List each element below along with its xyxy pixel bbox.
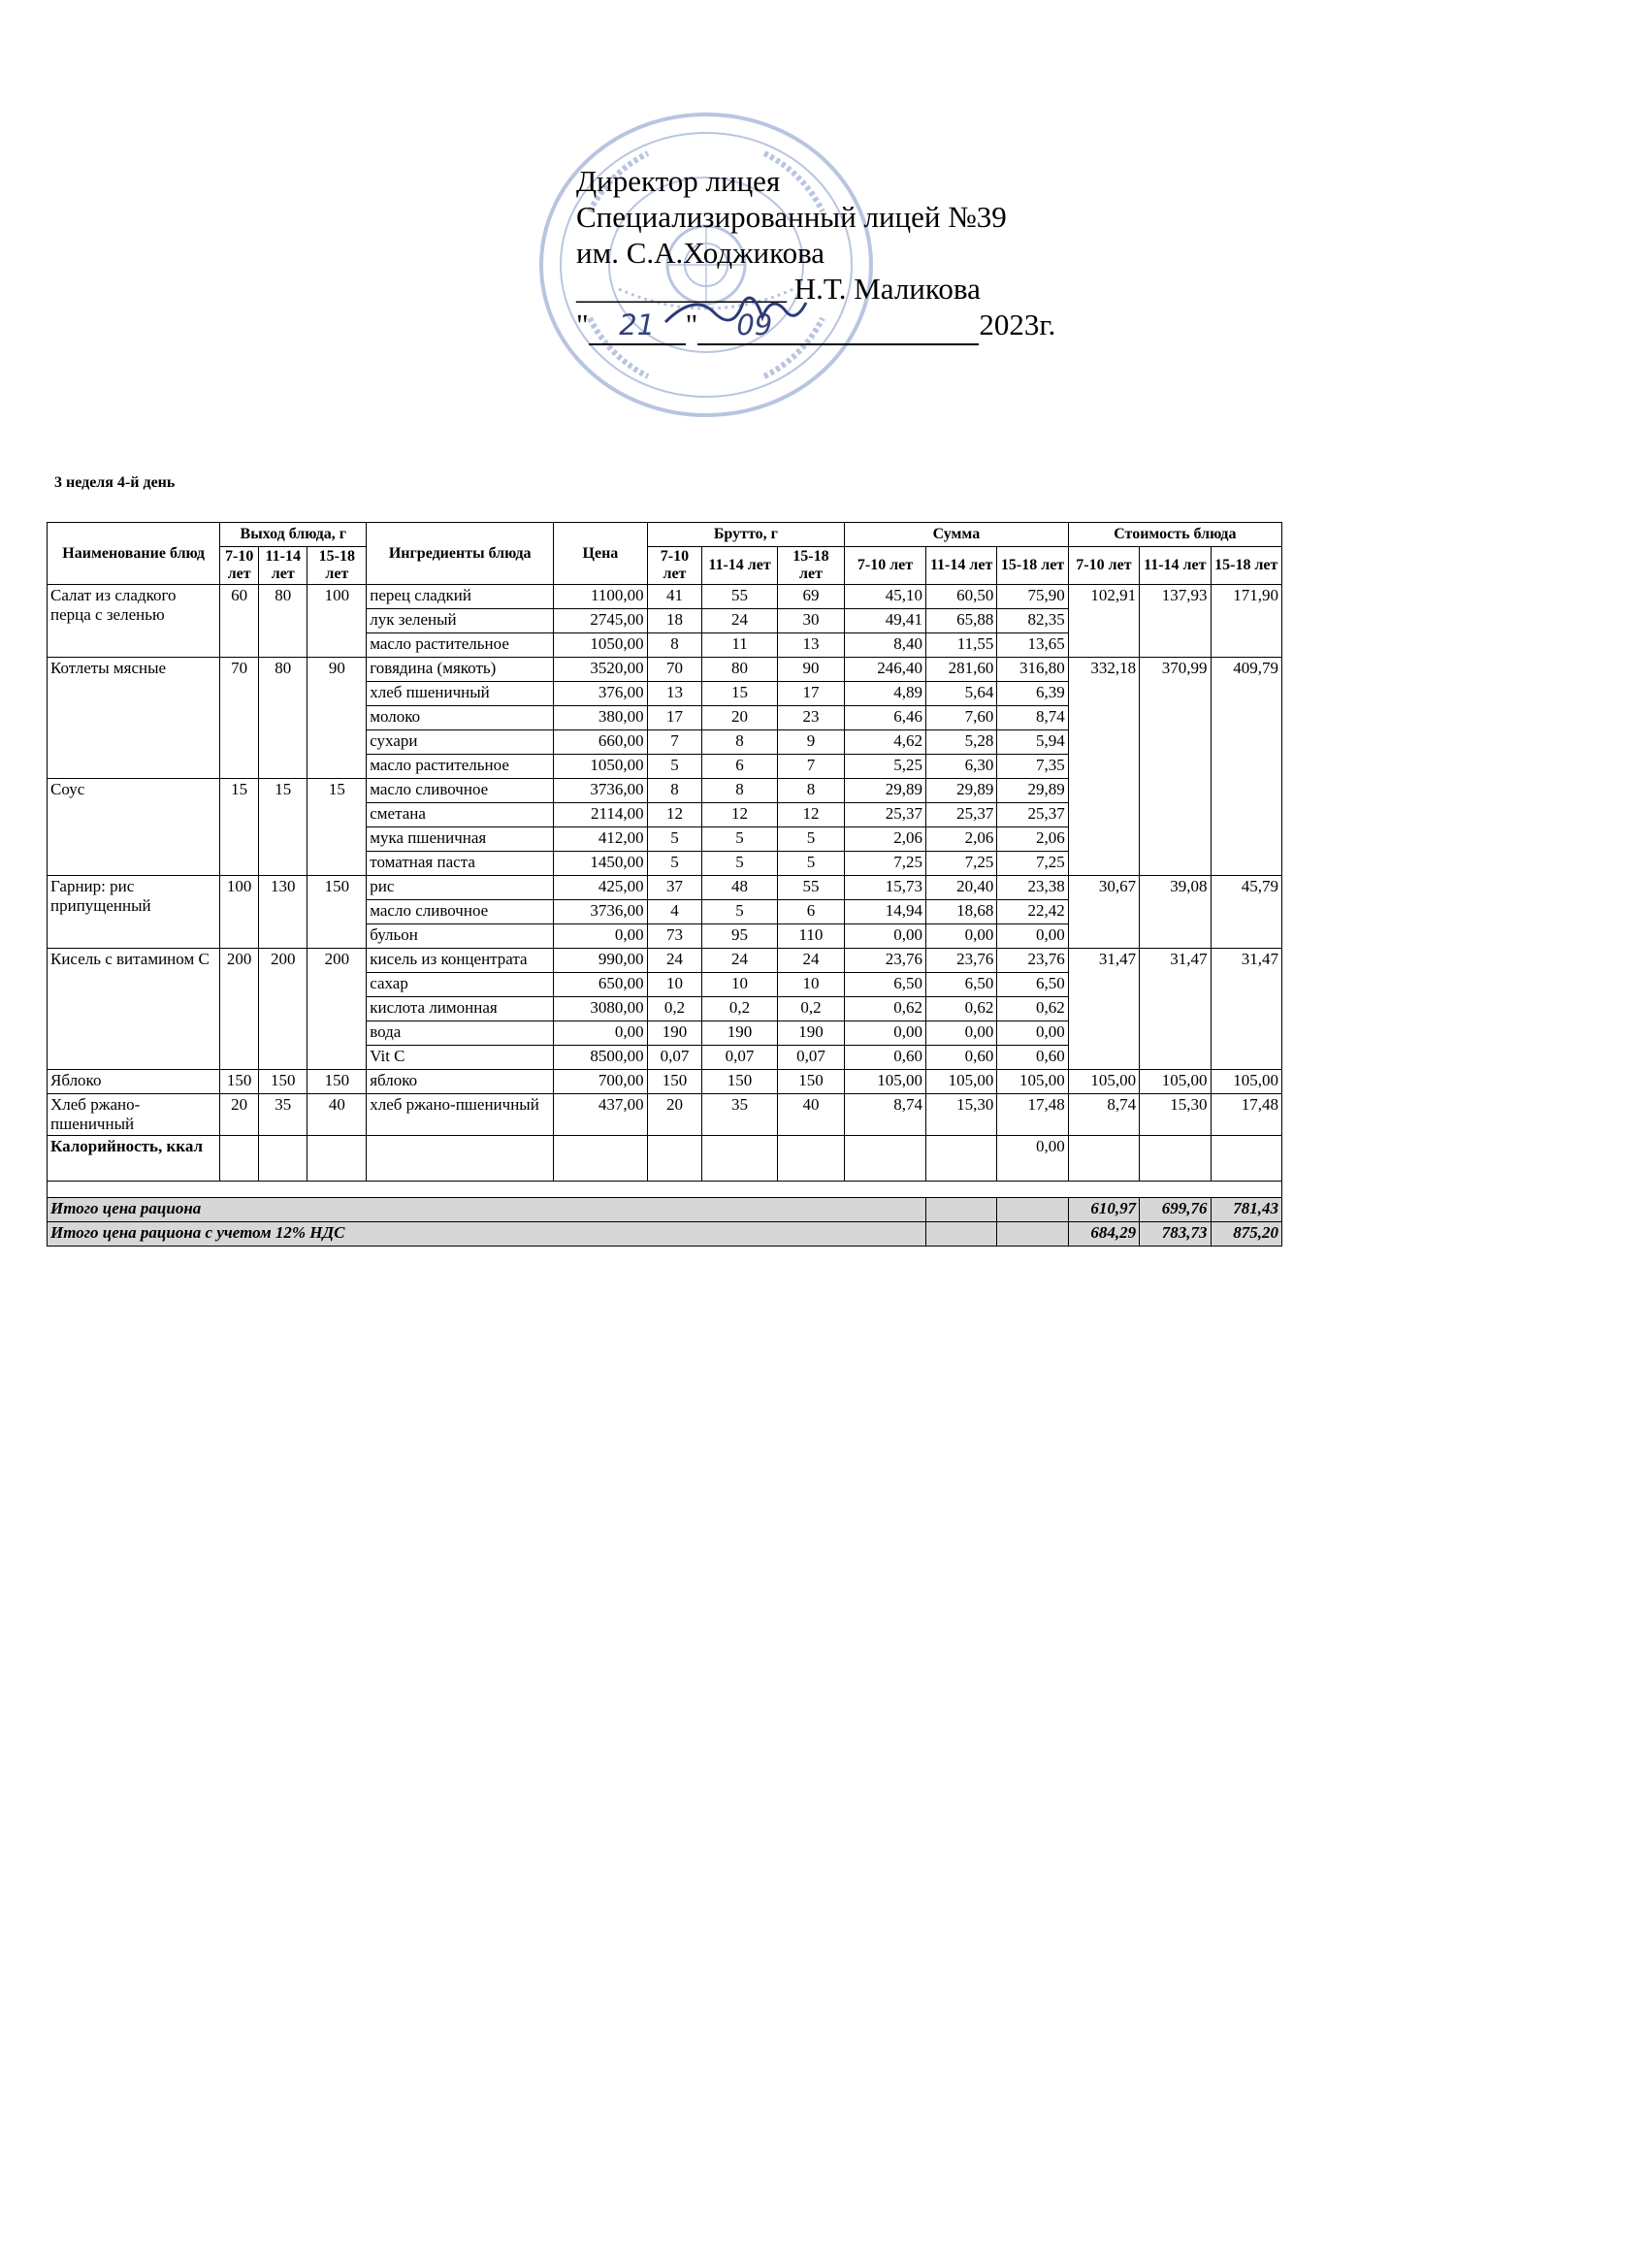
dish-cost: 30,67 (1068, 876, 1139, 949)
dish-yield: 70 (220, 658, 259, 779)
ingredient-sum: 4,62 (845, 730, 926, 755)
ingredient-brutto: 12 (777, 803, 844, 827)
ingredient-sum: 0,00 (997, 1021, 1068, 1046)
ingredient-brutto: 8 (702, 779, 778, 803)
school-named-after: им. С.А.Ходжикова (576, 236, 825, 270)
ingredient-sum: 20,40 (925, 876, 996, 900)
ingredient-sum: 6,50 (925, 973, 996, 997)
table-row (48, 949, 1282, 973)
ingredient-brutto: 190 (647, 1021, 702, 1046)
ingredient-price: 990,00 (554, 949, 647, 973)
ingredient-brutto: 10 (702, 973, 778, 997)
dish-cost: 15,30 (1140, 1094, 1211, 1136)
dish-cost: 105,00 (1140, 1070, 1211, 1094)
ingredient-brutto: 41 (647, 585, 702, 609)
ingredient-price: 376,00 (554, 682, 647, 706)
ingredient-sum: 11,55 (925, 633, 996, 658)
ingredient-brutto: 15 (702, 682, 778, 706)
ingredient-sum: 7,60 (925, 706, 996, 730)
ingredient-name: перец сладкий (367, 585, 554, 609)
empty-cell (1211, 1136, 1282, 1182)
ingredient-sum: 7,25 (925, 852, 996, 876)
ingredient-sum: 29,89 (925, 779, 996, 803)
ingredient-sum: 23,76 (925, 949, 996, 973)
ingredient-brutto: 20 (702, 706, 778, 730)
ingredient-brutto: 8 (647, 779, 702, 803)
ingredient-sum: 316,80 (997, 658, 1068, 682)
ingredient-sum: 5,25 (845, 755, 926, 779)
dish-cost: 137,93 (1140, 585, 1211, 658)
total-row (48, 1222, 1282, 1247)
dish-name: Салат из сладкого перца с зеленью (48, 585, 220, 658)
ingredient-price: 1050,00 (554, 633, 647, 658)
dish-cost: 31,47 (1211, 949, 1282, 1070)
dish-yield: 200 (220, 949, 259, 1070)
empty-cell (307, 1136, 367, 1182)
ingredient-price: 650,00 (554, 973, 647, 997)
ingredient-sum: 7,35 (997, 755, 1068, 779)
ingredient-brutto: 150 (647, 1070, 702, 1094)
header-yield: Выход блюда, г (220, 523, 367, 547)
ingredient-sum: 0,00 (925, 924, 996, 949)
ingredient-sum: 23,76 (845, 949, 926, 973)
ingredient-sum: 15,73 (845, 876, 926, 900)
ingredient-brutto: 12 (647, 803, 702, 827)
ingredient-brutto: 5 (647, 827, 702, 852)
ingredient-sum: 25,37 (845, 803, 926, 827)
ingredient-brutto: 40 (777, 1094, 844, 1136)
empty-cell (1068, 1136, 1139, 1182)
header-cost-age-7-10: 7-10 лет (1068, 547, 1139, 585)
ingredient-brutto: 6 (702, 755, 778, 779)
dish-cost: 31,47 (1068, 949, 1139, 1070)
ingredient-price: 425,00 (554, 876, 647, 900)
empty-cell (925, 1198, 996, 1222)
empty-cell (367, 1136, 554, 1182)
ingredient-brutto: 10 (647, 973, 702, 997)
ingredient-brutto: 8 (702, 730, 778, 755)
header-sum-age-7-10: 7-10 лет (845, 547, 926, 585)
total-value: 684,29 (1068, 1222, 1139, 1247)
dish-cost: 105,00 (1068, 1070, 1139, 1094)
ingredient-price: 437,00 (554, 1094, 647, 1136)
total-value: 875,20 (1211, 1222, 1282, 1247)
ingredient-name: сметана (367, 803, 554, 827)
ingredient-sum: 2,06 (845, 827, 926, 852)
ingredient-sum: 6,50 (997, 973, 1068, 997)
ingredient-name: масло растительное (367, 755, 554, 779)
header-sum: Сумма (845, 523, 1069, 547)
header-yield-age-7-10: 7-10 лет (220, 547, 259, 585)
date-year: 2023г. (979, 308, 1056, 341)
dish-yield: 15 (259, 779, 307, 876)
dish-yield: 150 (307, 1070, 367, 1094)
ingredient-sum: 6,46 (845, 706, 926, 730)
dish-yield: 20 (220, 1094, 259, 1136)
dish-yield: 100 (307, 585, 367, 658)
ingredient-brutto: 5 (702, 852, 778, 876)
ingredient-sum: 7,25 (845, 852, 926, 876)
ingredient-brutto: 190 (777, 1021, 844, 1046)
table-row (48, 658, 1282, 682)
empty-cell (1140, 1136, 1211, 1182)
ingredient-price: 3080,00 (554, 997, 647, 1021)
ingredient-brutto: 17 (777, 682, 844, 706)
header-cost-age-15-18: 15-18 лет (1211, 547, 1282, 585)
empty-cell (220, 1136, 259, 1182)
empty-cell (554, 1136, 647, 1182)
ingredient-brutto: 5 (647, 852, 702, 876)
ingredient-price: 2745,00 (554, 609, 647, 633)
table-body (48, 585, 1282, 1247)
ingredient-brutto: 5 (777, 827, 844, 852)
ingredient-brutto: 18 (647, 609, 702, 633)
ingredient-name: томатная паста (367, 852, 554, 876)
ingredient-brutto: 7 (647, 730, 702, 755)
ingredient-sum: 0,62 (845, 997, 926, 1021)
ingredient-brutto: 48 (702, 876, 778, 900)
ingredient-sum: 49,41 (845, 609, 926, 633)
ingredient-price: 2114,00 (554, 803, 647, 827)
dish-cost: 171,90 (1211, 585, 1282, 658)
signature-line (576, 271, 1055, 307)
ingredient-brutto: 24 (702, 609, 778, 633)
ingredient-sum: 25,37 (997, 803, 1068, 827)
date-quote-close: " (685, 308, 698, 341)
ingredient-brutto: 0,2 (702, 997, 778, 1021)
dish-cost: 105,00 (1211, 1070, 1282, 1094)
dish-yield: 200 (307, 949, 367, 1070)
menu-cost-table (47, 522, 1282, 1247)
ingredient-brutto: 20 (647, 1094, 702, 1136)
ingredient-brutto: 190 (702, 1021, 778, 1046)
ingredient-sum: 281,60 (925, 658, 996, 682)
dish-cost: 409,79 (1211, 658, 1282, 876)
ingredient-price: 660,00 (554, 730, 647, 755)
school-name: Специализированный лицей №39 (576, 200, 1007, 234)
ingredient-sum: 17,48 (997, 1094, 1068, 1136)
date-month: 09 (697, 308, 979, 345)
ingredient-sum: 23,76 (997, 949, 1068, 973)
calories-value: 0,00 (997, 1136, 1068, 1182)
ingredient-brutto: 24 (702, 949, 778, 973)
ingredient-sum: 0,00 (845, 924, 926, 949)
ingredient-brutto: 0,07 (647, 1046, 702, 1070)
ingredient-sum: 25,37 (925, 803, 996, 827)
ingredient-sum: 5,94 (997, 730, 1068, 755)
calories-label: Калорийность, ккал (48, 1136, 220, 1182)
ingredient-brutto: 6 (777, 900, 844, 924)
ingredient-brutto: 8 (647, 633, 702, 658)
ingredient-brutto: 30 (777, 609, 844, 633)
ingredient-price: 0,00 (554, 924, 647, 949)
ingredient-sum: 7,25 (997, 852, 1068, 876)
ingredient-brutto: 80 (702, 658, 778, 682)
header-sum-age-11-14: 11-14 лет (925, 547, 996, 585)
ingredient-price: 8500,00 (554, 1046, 647, 1070)
approval-date (576, 307, 1055, 345)
dish-yield: 130 (259, 876, 307, 949)
ingredient-price: 1450,00 (554, 852, 647, 876)
ingredient-name: молоко (367, 706, 554, 730)
ingredient-sum: 23,38 (997, 876, 1068, 900)
ingredient-brutto: 70 (647, 658, 702, 682)
ingredient-brutto: 9 (777, 730, 844, 755)
ingredient-name: хлеб пшеничный (367, 682, 554, 706)
ingredient-brutto: 10 (777, 973, 844, 997)
dish-yield: 80 (259, 658, 307, 779)
dish-yield: 150 (220, 1070, 259, 1094)
ingredient-sum: 0,00 (845, 1021, 926, 1046)
ingredient-brutto: 0,2 (777, 997, 844, 1021)
menu-day-title: 3 неделя 4-й день (54, 474, 176, 491)
ingredient-sum: 8,74 (997, 706, 1068, 730)
ingredient-sum: 6,50 (845, 973, 926, 997)
ingredient-sum: 82,35 (997, 609, 1068, 633)
ingredient-sum: 0,00 (997, 924, 1068, 949)
ingredient-sum: 15,30 (925, 1094, 996, 1136)
ingredient-sum: 5,64 (925, 682, 996, 706)
ingredient-price: 380,00 (554, 706, 647, 730)
spacer-row (48, 1182, 1282, 1198)
ingredient-sum: 105,00 (845, 1070, 926, 1094)
ingredient-sum: 65,88 (925, 609, 996, 633)
header-yield-age-15-18: 15-18 лет (307, 547, 367, 585)
ingredient-price: 700,00 (554, 1070, 647, 1094)
ingredient-name: масло растительное (367, 633, 554, 658)
ingredient-price: 412,00 (554, 827, 647, 852)
ingredient-brutto: 0,2 (647, 997, 702, 1021)
ingredient-sum: 29,89 (997, 779, 1068, 803)
table-row (48, 585, 1282, 609)
ingredient-brutto: 95 (702, 924, 778, 949)
table-header (48, 523, 1282, 585)
ingredient-name: вода (367, 1021, 554, 1046)
ingredient-sum: 75,90 (997, 585, 1068, 609)
ingredient-brutto: 5 (777, 852, 844, 876)
dish-cost: 102,91 (1068, 585, 1139, 658)
ingredient-sum: 14,94 (845, 900, 926, 924)
ingredient-name: масло сливочное (367, 779, 554, 803)
dish-yield: 100 (220, 876, 259, 949)
ingredient-brutto: 55 (702, 585, 778, 609)
dish-cost: 45,79 (1211, 876, 1282, 949)
ingredient-sum: 8,74 (845, 1094, 926, 1136)
header-price: Цена (554, 523, 647, 585)
ingredient-sum: 105,00 (925, 1070, 996, 1094)
ingredient-brutto: 0,07 (777, 1046, 844, 1070)
ingredient-brutto: 55 (777, 876, 844, 900)
total-value: 699,76 (1140, 1198, 1211, 1222)
ingredient-name: масло сливочное (367, 900, 554, 924)
ingredient-sum: 0,62 (925, 997, 996, 1021)
table-row (48, 876, 1282, 900)
total-value: 781,43 (1211, 1198, 1282, 1222)
total-value: 783,73 (1140, 1222, 1211, 1247)
ingredient-sum: 18,68 (925, 900, 996, 924)
dish-yield: 150 (307, 876, 367, 949)
ingredient-sum: 45,10 (845, 585, 926, 609)
ingredient-name: сахар (367, 973, 554, 997)
ingredient-brutto: 150 (777, 1070, 844, 1094)
table-row (48, 1070, 1282, 1094)
empty-cell (259, 1136, 307, 1182)
ingredient-sum: 0,00 (925, 1021, 996, 1046)
empty-cell (925, 1136, 996, 1182)
ingredient-sum: 0,62 (997, 997, 1068, 1021)
ingredient-name: кислота лимонная (367, 997, 554, 1021)
ingredient-sum: 5,28 (925, 730, 996, 755)
dish-yield: 200 (259, 949, 307, 1070)
ingredient-brutto: 110 (777, 924, 844, 949)
date-day: 21 (589, 308, 686, 345)
ingredient-brutto: 150 (702, 1070, 778, 1094)
ingredient-name: кисель из концентрата (367, 949, 554, 973)
ingredient-brutto: 12 (702, 803, 778, 827)
dish-name: Хлеб ржано-пшеничный (48, 1094, 220, 1136)
dish-name: Яблоко (48, 1070, 220, 1094)
header-brutto: Брутто, г (647, 523, 844, 547)
ingredient-name: говядина (мякоть) (367, 658, 554, 682)
ingredient-brutto: 23 (777, 706, 844, 730)
ingredient-brutto: 13 (777, 633, 844, 658)
ingredient-brutto: 35 (702, 1094, 778, 1136)
signature-blank: ______________ (576, 272, 787, 306)
total-label: Итого цена рациона с учетом 12% НДС (48, 1222, 926, 1247)
ingredient-sum: 8,40 (845, 633, 926, 658)
header-ingredients: Ингредиенты блюда (367, 523, 554, 585)
ingredient-brutto: 5 (702, 900, 778, 924)
ingredient-sum: 2,06 (925, 827, 996, 852)
ingredient-price: 3736,00 (554, 900, 647, 924)
ingredient-sum: 6,30 (925, 755, 996, 779)
ingredient-brutto: 90 (777, 658, 844, 682)
empty-cell (845, 1136, 926, 1182)
ingredient-price: 1100,00 (554, 585, 647, 609)
total-row (48, 1198, 1282, 1222)
dish-cost: 39,08 (1140, 876, 1211, 949)
header-brutto-age-7-10: 7-10 лет (647, 547, 702, 585)
ingredient-brutto: 37 (647, 876, 702, 900)
ingredient-brutto: 8 (777, 779, 844, 803)
calories-row (48, 1136, 1282, 1182)
dish-name: Соус (48, 779, 220, 876)
dish-yield: 90 (307, 658, 367, 779)
dish-yield: 40 (307, 1094, 367, 1136)
dish-yield: 15 (307, 779, 367, 876)
dish-name: Кисель с витамином С (48, 949, 220, 1070)
header-sum-age-15-18: 15-18 лет (997, 547, 1068, 585)
ingredient-brutto: 24 (647, 949, 702, 973)
empty-cell (647, 1136, 702, 1182)
empty-cell (777, 1136, 844, 1182)
dish-yield: 80 (259, 585, 307, 658)
empty-cell (997, 1198, 1068, 1222)
empty-cell (997, 1222, 1068, 1247)
ingredient-brutto: 13 (647, 682, 702, 706)
ingredient-sum: 13,65 (997, 633, 1068, 658)
empty-cell (48, 1182, 1282, 1198)
table-row (48, 1094, 1282, 1136)
ingredient-sum: 0,60 (845, 1046, 926, 1070)
header-yield-age-11-14: 11-14 лет (259, 547, 307, 585)
dish-cost: 370,99 (1140, 658, 1211, 876)
ingredient-name: бульон (367, 924, 554, 949)
dish-yield: 15 (220, 779, 259, 876)
header-brutto-age-15-18: 15-18 лет (777, 547, 844, 585)
ingredient-name: яблоко (367, 1070, 554, 1094)
ingredient-price: 1050,00 (554, 755, 647, 779)
ingredient-sum: 6,39 (997, 682, 1068, 706)
ingredient-name: мука пшеничная (367, 827, 554, 852)
ingredient-brutto: 69 (777, 585, 844, 609)
empty-cell (702, 1136, 778, 1182)
ingredient-sum: 2,06 (997, 827, 1068, 852)
ingredient-name: хлеб ржано-пшеничный (367, 1094, 554, 1136)
ingredient-brutto: 4 (647, 900, 702, 924)
dish-cost: 17,48 (1211, 1094, 1282, 1136)
header-cost: Стоимость блюда (1068, 523, 1281, 547)
ingredient-sum: 105,00 (997, 1070, 1068, 1094)
header-brutto-age-11-14: 11-14 лет (702, 547, 778, 585)
dish-cost: 31,47 (1140, 949, 1211, 1070)
ingredient-sum: 29,89 (845, 779, 926, 803)
ingredient-brutto: 17 (647, 706, 702, 730)
dish-yield: 150 (259, 1070, 307, 1094)
ingredient-brutto: 5 (647, 755, 702, 779)
ingredient-brutto: 5 (702, 827, 778, 852)
handwritten-signature (656, 283, 811, 332)
ingredient-sum: 22,42 (997, 900, 1068, 924)
ingredient-sum: 0,60 (997, 1046, 1068, 1070)
ingredient-sum: 60,50 (925, 585, 996, 609)
ingredient-name: рис (367, 876, 554, 900)
ingredient-price: 0,00 (554, 1021, 647, 1046)
total-value: 610,97 (1068, 1198, 1139, 1222)
ingredient-brutto: 11 (702, 633, 778, 658)
ingredient-name: лук зеленый (367, 609, 554, 633)
empty-cell (925, 1222, 996, 1247)
approval-title: Директор лицея (576, 164, 781, 198)
total-label: Итого цена рациона (48, 1198, 926, 1222)
ingredient-brutto: 73 (647, 924, 702, 949)
ingredient-sum: 0,60 (925, 1046, 996, 1070)
ingredient-sum: 246,40 (845, 658, 926, 682)
ingredient-sum: 4,89 (845, 682, 926, 706)
header-cost-age-11-14: 11-14 лет (1140, 547, 1211, 585)
ingredient-brutto: 24 (777, 949, 844, 973)
director-name: Н.Т. Маликова (793, 272, 981, 306)
approval-block (576, 163, 1055, 345)
ingredient-name: сухари (367, 730, 554, 755)
ingredient-brutto: 0,07 (702, 1046, 778, 1070)
ingredient-price: 3736,00 (554, 779, 647, 803)
dish-yield: 35 (259, 1094, 307, 1136)
date-quote-open: " (576, 308, 589, 341)
ingredient-name: Vit C (367, 1046, 554, 1070)
dish-cost: 8,74 (1068, 1094, 1139, 1136)
header-dish: Наименование блюд (48, 523, 220, 585)
dish-name: Гарнир: рис припущенный (48, 876, 220, 949)
dish-name: Котлеты мясные (48, 658, 220, 779)
ingredient-brutto: 7 (777, 755, 844, 779)
dish-yield: 60 (220, 585, 259, 658)
dish-cost: 332,18 (1068, 658, 1139, 876)
ingredient-price: 3520,00 (554, 658, 647, 682)
